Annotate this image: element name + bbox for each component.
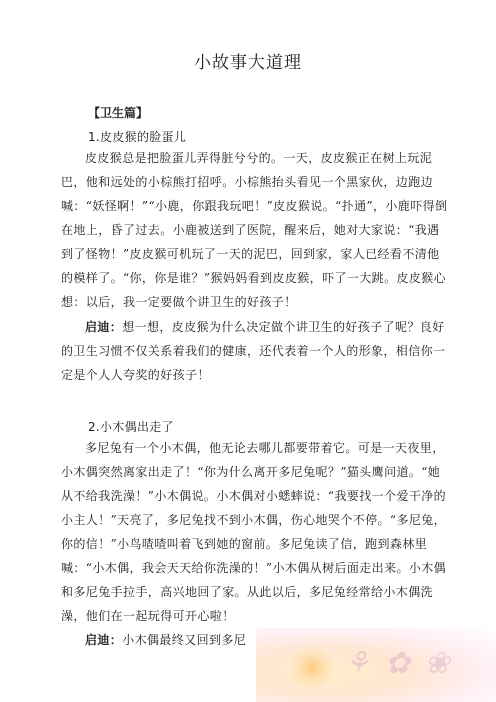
section-heading: 【卫生篇】	[88, 106, 149, 120]
story-title-1: 1.皮皮猴的脸蛋儿	[88, 130, 187, 144]
watermark-text-shape: ⚘ ✿ ❀	[342, 646, 458, 681]
story-title-2: 2.小木偶出走了	[88, 420, 174, 434]
story-body-2: 多尼兔有一个小木偶，他无论去哪儿都要带着它。可是一天夜里，小木偶突然离家出走了！“你为什么离开多尼兔呢？”猫头鹰问道。“她从不给我洗澡！”小木偶说。小木偶对小蟋蟀说：“我要找一个爱干净的小主人！”天亮了，多尼兔找不到小木偶，伤心地哭个不停。“多尼兔，你的信！”小鸟喳喳叫着飞到她的窗前。多尼兔读了信，跑到森林里喊：“小木偶，我会天天给你洗澡的！”小木偶从树后面走出来。小木偶和多尼兔手拉手，高兴地回了家。从此以后，多尼兔经常给小木偶洗澡，他们在一起玩得可开心啦！	[61, 441, 447, 623]
story-moral-1	[61, 315, 449, 387]
moral-label: 启迪：	[85, 633, 123, 647]
watermark-logo	[256, 628, 496, 702]
moral-text: 小木偶最终又回到多尼	[122, 633, 247, 647]
moral-text: 想一想，皮皮猴为什么决定做个讲卫生的好孩子了呢？良好的卫生习惯不仅关系着我们的健康，还代表着一个人的形象，相信你一定是个人人夸奖的好孩子！	[61, 320, 446, 382]
moral-label: 启迪：	[85, 320, 123, 334]
story-body-1: 皮皮猴总是把脸蛋儿弄得脏兮兮的。一天，皮皮猴正在树上玩泥巴，他和远处的小棕熊打招呼。小棕熊抬头看见一个黑家伙，边跑边喊：“妖怪啊！”“小鹿，你跟我玩吧！”皮皮猴说。“扑通”，小鹿吓得倒在地上，昏了过去。小鹿被送到了医院，醒来后，她对大家说：“我遇到了怪物！”皮皮猴可机玩了一天的泥巴，回到家，家人已经看不清他的模样了。“你，你是谁？”猴妈妈看到皮皮猴，吓了一大跳。皮皮猴心想：以后，我一定要做个讲卫生的好孩子！	[61, 151, 448, 309]
document-title: 小故事大道理	[194, 53, 302, 73]
watermark-glow	[292, 648, 332, 688]
